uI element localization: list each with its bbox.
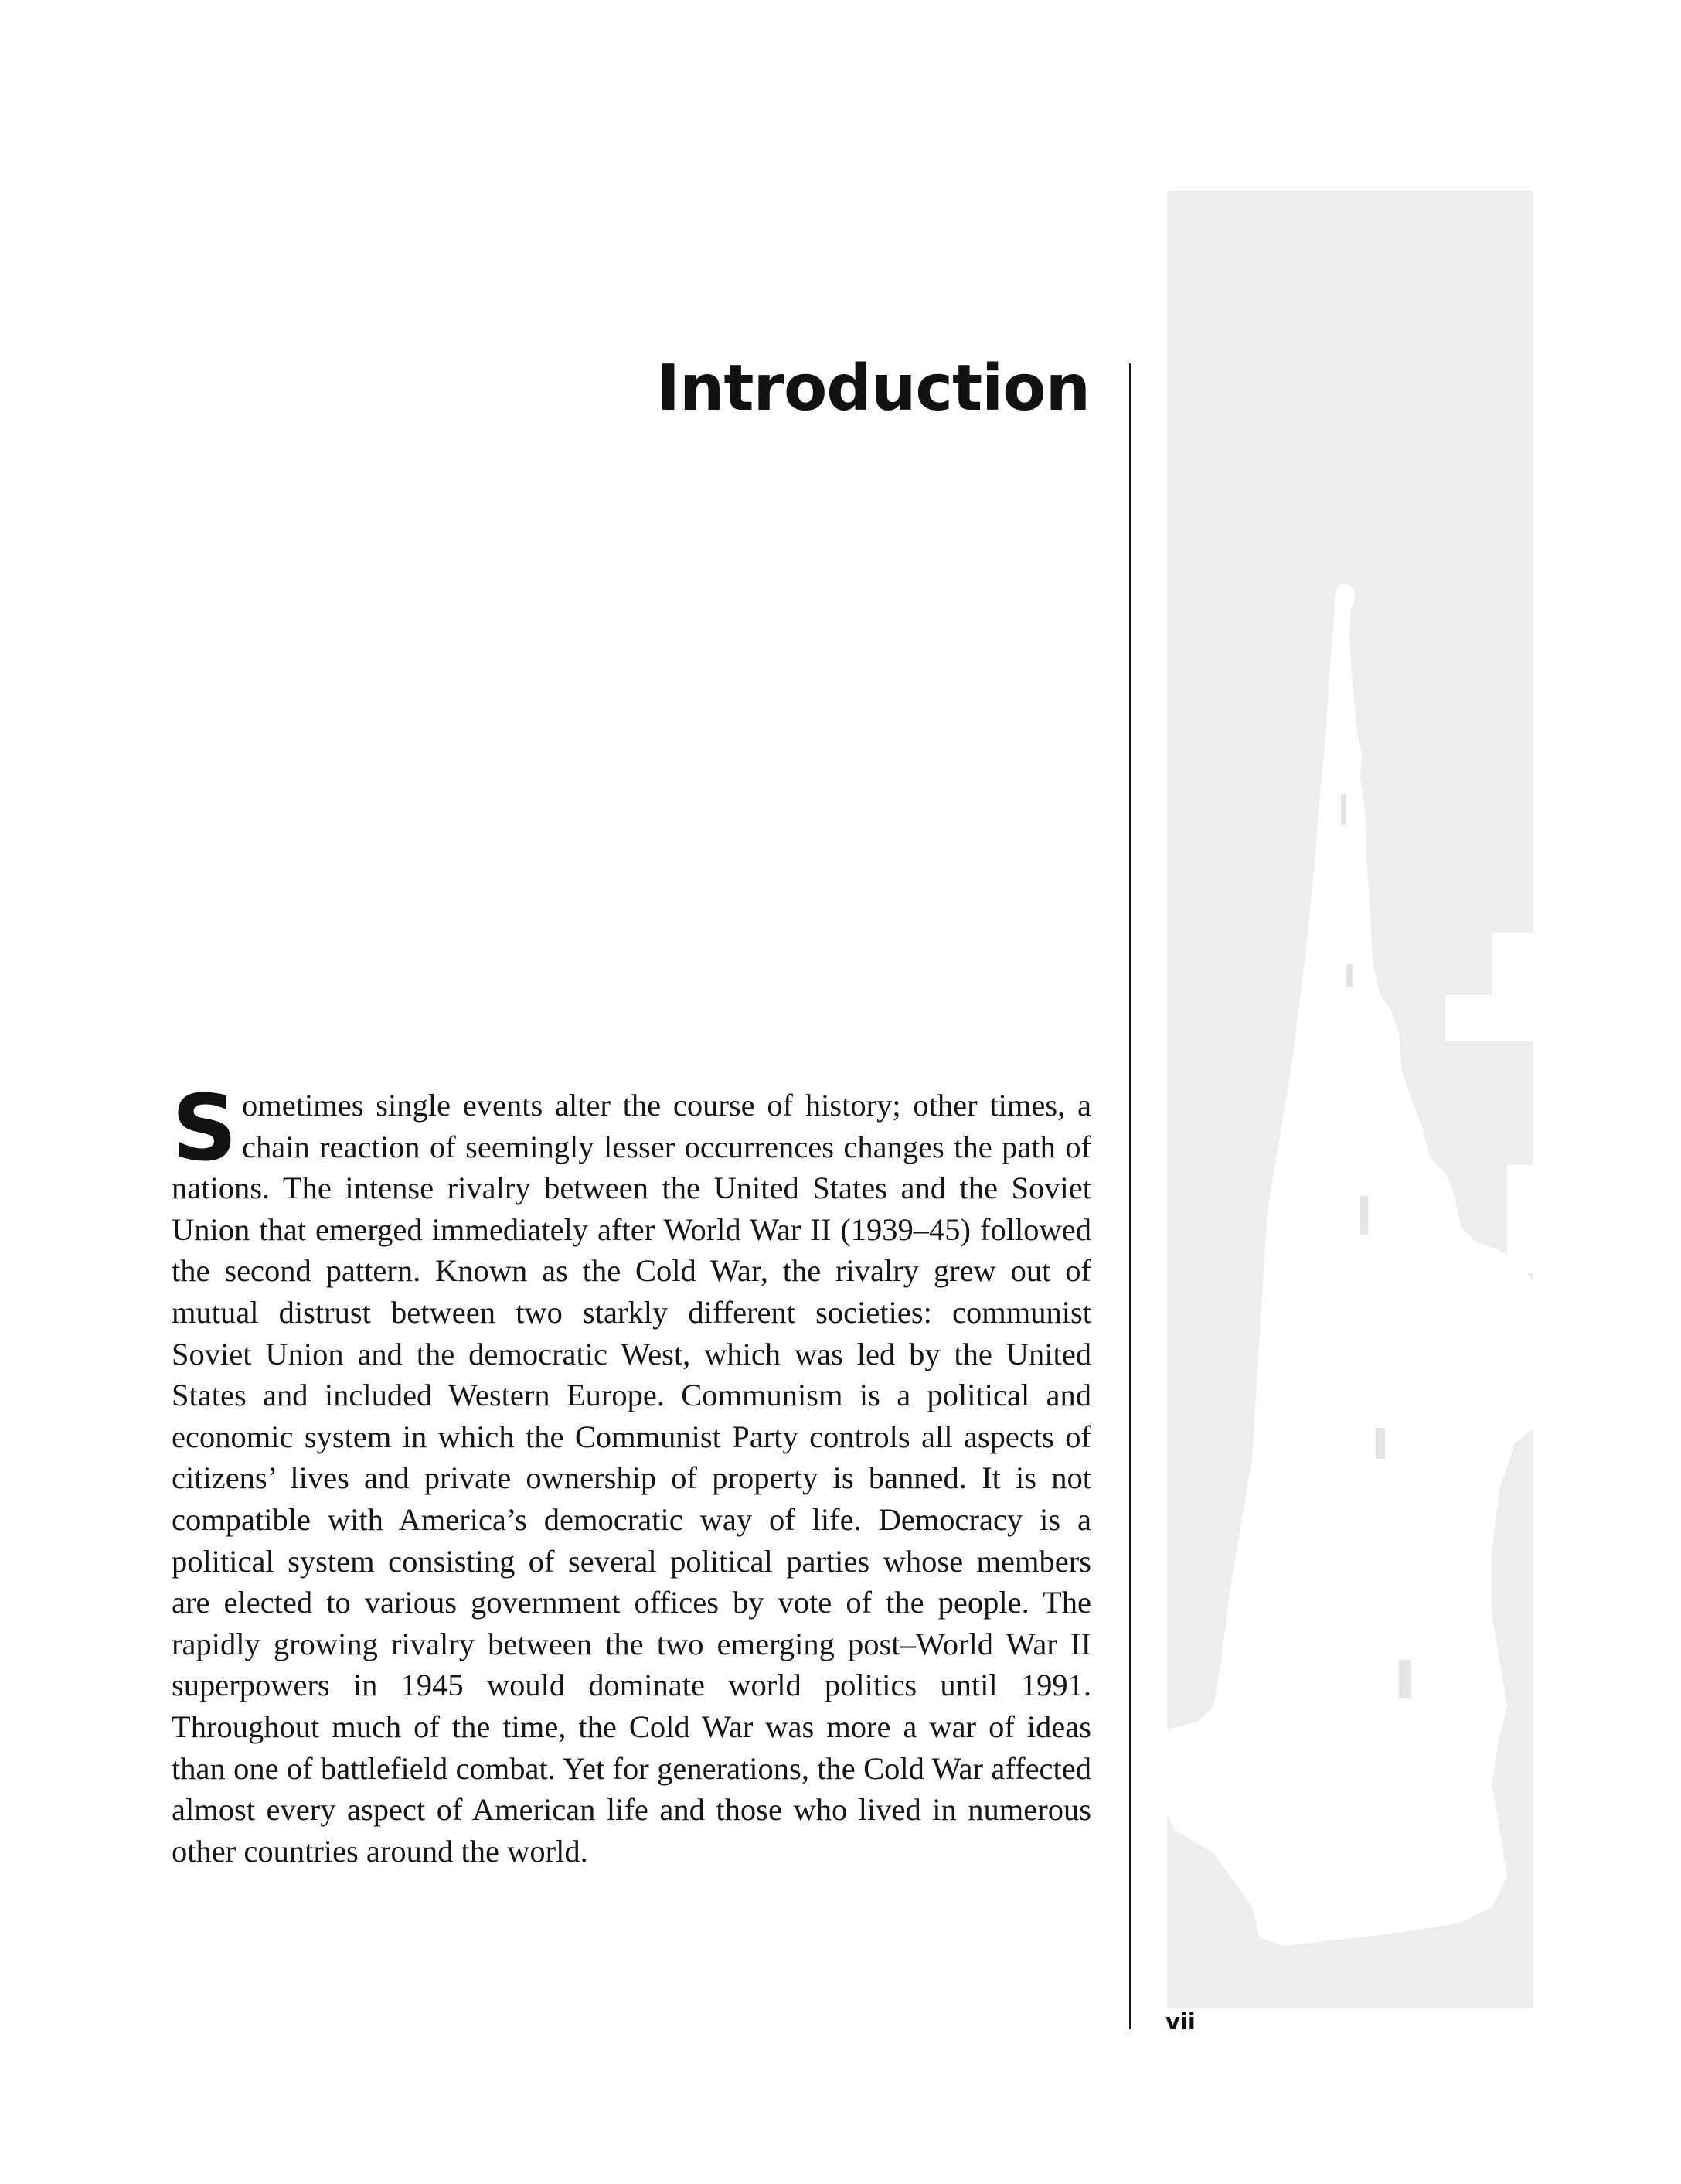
intro-paragraph bbox=[172, 1075, 1091, 1872]
monument-silhouette-icon bbox=[1167, 191, 1533, 2008]
intro-paragraph-text: ometimes single events alter the course of history; other times, a chain reaction of seemingly lesser occurrences changes the path of nations. The intense rivalry between the United States and the Soviet Union that emerged immediately after World War II (1939–45) followed the second pattern. Known as the Cold War, the rivalry grew out of mutual distrust between two starkly different societies: communist Soviet Union and the democratic West, which was led by the United States and included Western Europe. Communism is a political and economic system in which the Communist Party controls all aspects of citizens’ lives and private ownership of property is banned. It is not compatible with America’s democratic way of life. Democracy is a political system consisting of several political parties whose members are elected to various government offices by vote of the people. The rapidly growing rivalry between the two emerging post–World War II superpowers in 1945 would dominate world politics until 1991. Throughout much of the time, the Cold War was more a war of ideas than one of battlefield combat. Yet for generations, the Cold War affected almost every aspect of American life and those who lived in numerous other countries around the world. bbox=[172, 1088, 1091, 1869]
page-title: Introduction bbox=[656, 352, 1090, 425]
page-number: vii bbox=[1165, 2009, 1196, 2035]
drop-cap: S bbox=[172, 1075, 237, 1181]
side-decorative-panel bbox=[1167, 191, 1533, 2008]
vertical-rule bbox=[1129, 363, 1131, 2029]
